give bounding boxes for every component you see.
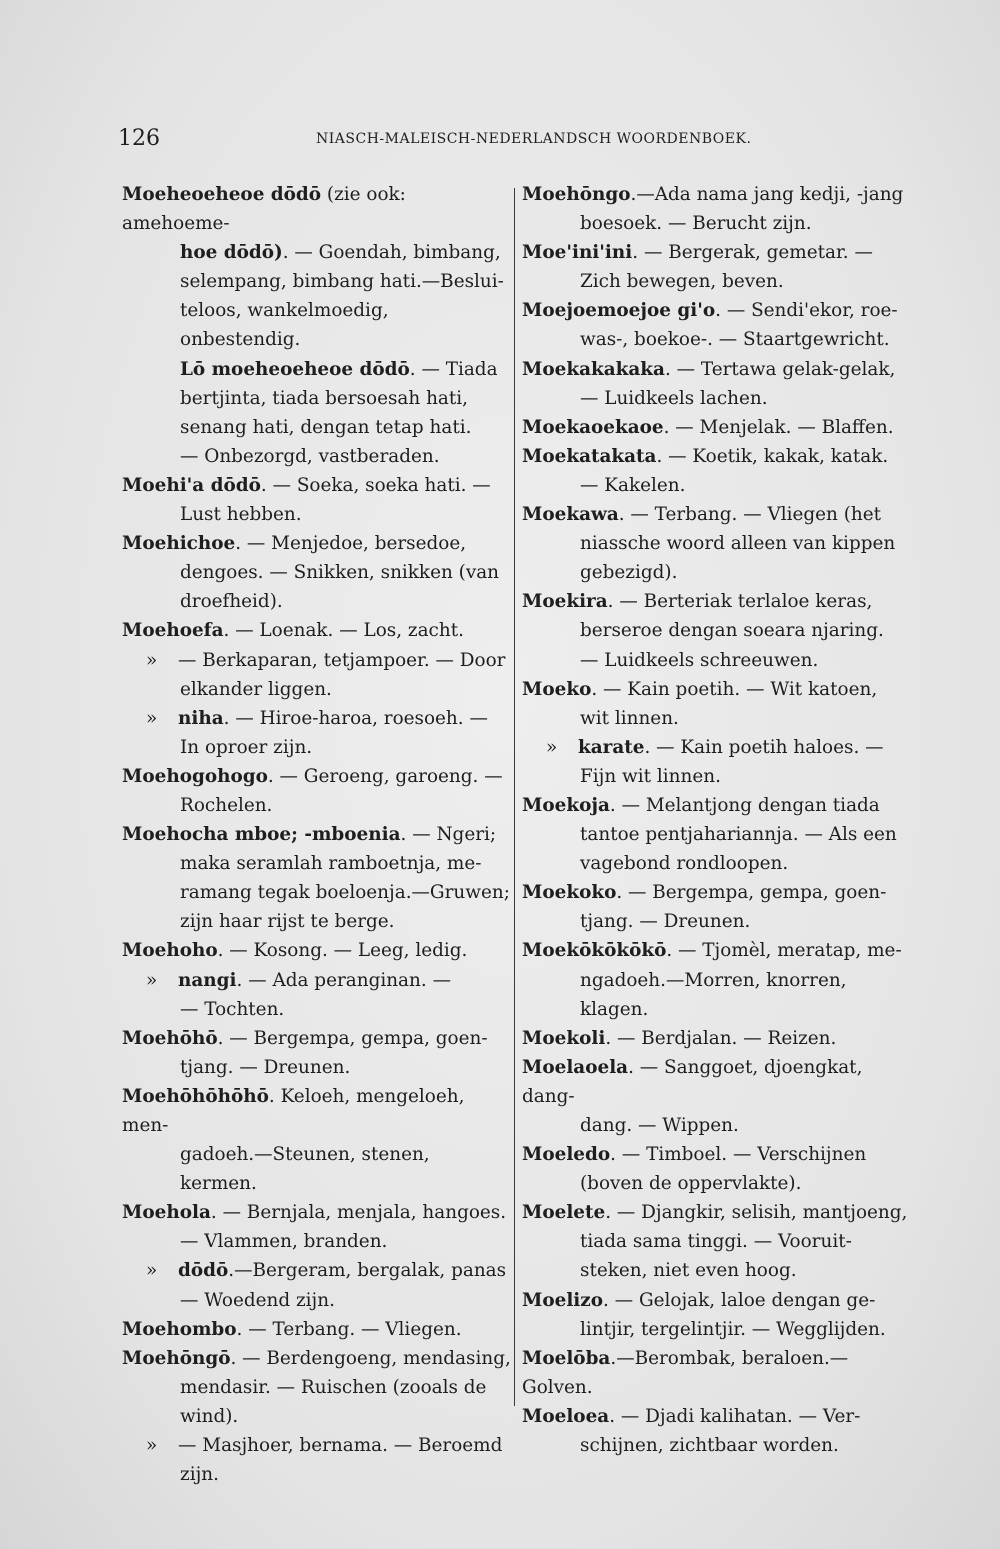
definition-text: . — Tiada [409,358,498,380]
definition-text: gebezigd). [580,562,678,584]
entry-continuation [522,616,917,645]
dictionary-entry [522,442,917,471]
entry-continuation [522,820,917,849]
definition-text: droefheid). [180,591,283,613]
definition-text: elkander liggen. [180,678,332,700]
entry-continuation [522,1111,917,1140]
definition-text: . — Berdengoeng, mendasing, [230,1347,511,1369]
definition-text: . — Tjomèl, meratap, me- [666,940,902,962]
entry-continuation [122,355,512,384]
entry-continuation [122,675,512,704]
dictionary-entry [522,1024,917,1053]
dictionary-entry [522,355,917,384]
definition-text: . — Sanggoet, djoengkat, dang- [522,1056,863,1107]
entry-continuation [122,1140,512,1198]
definition-text: Rochelen. [180,794,273,816]
entry-continuation [122,878,512,907]
definition-text: maka seramlah ramboetnja, me- [180,853,482,875]
headword: Moehoefa [122,620,224,642]
definition-text: . — Menjelak. — Blaffen. [663,416,894,438]
headword: Moekoko [522,882,617,904]
dictionary-entry [122,529,512,558]
headword: Moelaoela [522,1056,629,1078]
definition-text: (boven de oppervlakte). [580,1173,802,1195]
entry-continuation [122,1460,512,1489]
headword: Moekōkōkōkō [522,940,667,962]
dictionary-entry [122,471,512,500]
entry-continuation [522,471,917,500]
dictionary-entry [122,936,512,965]
definition-text: . — Hiroe-haroa, roesoeh. — [223,707,488,729]
headword: karate [578,736,645,758]
definition-text: — Luidkeels schreeuwen. [580,649,819,671]
headword: Moekawa [522,504,619,526]
definition-text: . — Kain poetih. — Wit katoen, [591,678,878,700]
dictionary-entry [522,296,917,325]
definition-text: . — Goendah, bimbang, [282,242,501,264]
entry-continuation [522,762,917,791]
definition-text: .—Berombak, beraloen.—Golven. [522,1347,849,1398]
ditto-mark: » [146,1260,158,1282]
definition-text: selempang, bimbang hati.—Beslui- [180,271,504,293]
definition-text: ngadoeh.—Morren, knorren, klagen. [580,969,847,1020]
entry-continuation [522,966,917,1024]
entry-continuation [522,384,917,413]
dictionary-entry [122,820,512,849]
definition-text: tiada sama tinggi. — Vooruit- [580,1231,852,1253]
entry-continuation [122,1402,512,1431]
headword: Moeloea [522,1405,610,1427]
entry-continuation [522,907,917,936]
definition-text: . — Bergempa, gempa, goen- [616,882,887,904]
headword: Moekoli [522,1027,606,1049]
entry-continuation [122,587,512,616]
definition-text: . — Geroeng, garoeng. — [267,765,503,787]
definition-text: . — Terbang. — Vliegen. [236,1318,462,1340]
headword: Moehichoe [122,533,236,555]
definition-text: senang hati, dengan tetap hati. [180,416,472,438]
entry-continuation [522,1227,917,1256]
entry-continuation [522,558,917,587]
entry-continuation [522,529,917,558]
dictionary-entry [522,1053,917,1111]
headword: hoe dōdō) [180,242,283,264]
definition-text: . — Kain poetih haloes. — [644,736,884,758]
definition-text: . — Timboel. — Verschijnen [610,1144,867,1166]
definition-text: bertjinta, tiada bersoesah hati, [180,387,468,409]
dictionary-entry [122,180,512,238]
definition-text: . — Sendi'ekor, roe- [715,300,898,322]
headword: Moelizo [522,1289,604,1311]
headword: Moeko [522,678,592,700]
headword: Moehōhōhōhō [122,1085,269,1107]
headword: Moehocha mboe; -mboenia [122,824,401,846]
definition-text: berseroe dengan soeara njaring. [580,620,884,642]
ditto-mark: » [146,969,158,991]
definition-text: — Masjhoer, bernama. — Beroemd [178,1435,503,1457]
dictionary-entry [522,238,917,267]
definition-text: dengoes. — Snikken, snikken (van [180,562,500,584]
definition-text: . — Melantjong dengan tiada [609,794,880,816]
definition-text: tantoe pentjahariannja. — Als een [580,824,897,846]
dictionary-entry [522,1344,917,1402]
definition-text: . — Berteriak terlaloe keras, [607,591,873,613]
definition-text: teloos, wankelmoedig, onbestendig. [180,300,389,351]
definition-text: dang. — Wippen. [580,1115,739,1136]
definition-text: wit linnen. [580,707,679,729]
dictionary-entry [122,1198,512,1227]
definition-text: tjang. — Dreunen. [580,911,751,933]
dictionary-entry [522,1198,917,1227]
entry-continuation [122,238,512,267]
right-column [522,180,917,1460]
dictionary-entry [522,675,917,704]
headword: Moeheoeheoe dōdō [122,184,322,205]
definition-text: — Luidkeels lachen. [580,387,768,409]
definition-text: Zich bewegen, beven. [580,271,784,293]
definition-text: . — Ngeri; [400,824,497,846]
entry-continuation [122,384,512,413]
definition-text: . — Terbang. — Vliegen (het [618,504,882,526]
headword: Moejoemoejoe gi'o [522,300,716,322]
definition-text: Lust hebben. [180,504,302,526]
entry-continuation [122,296,512,354]
definition-text: . — Tertawa gelak-gelak, [664,358,896,380]
definition-text: . — Berdjalan. — Reizen. [605,1027,837,1049]
sub-entry [522,733,917,762]
entry-continuation [522,325,917,354]
headword: Moehombo [122,1318,237,1340]
headword: Moehōngo [522,184,631,205]
definition-text: . — Soeka, soeka hati. — [260,474,491,496]
definition-text: ramang tegak boeloenja.—Gruwen; [180,882,510,904]
dictionary-entry [522,1286,917,1315]
dictionary-entry [122,616,512,645]
left-column [122,180,512,1489]
entry-continuation [522,1256,917,1285]
entry-continuation [122,995,512,1024]
entry-continuation [522,267,917,296]
definition-text: . Keloeh, mengeloeh, men- [122,1085,465,1136]
headword: Moekira [522,591,608,613]
definition-text: . — Ada peranginan. — [236,969,451,991]
dictionary-entry [522,413,917,442]
headword: Lō moeheoeheoe dōdō [180,358,410,380]
definition-text: — Woedend zijn. [180,1289,335,1311]
definition-text: . — Djadi kalihatan. — Ver- [609,1405,861,1427]
headword: Moelōba [522,1347,611,1369]
headword: Moekatakata [522,445,657,467]
sub-entry [122,704,512,733]
headword: Moekaoekaoe [522,416,664,438]
definition-text: (zie ook: amehoeme- [122,184,406,235]
headword: Moehōhō [122,1027,218,1049]
definition-text: . — Djangkir, selisih, mantjoeng, [605,1202,908,1224]
ditto-mark: » [546,736,558,758]
entry-continuation [122,907,512,936]
definition-text: . — Loenak. — Los, zacht. [223,620,464,642]
definition-text: lintjir, tergelintjir. — Wegglijden. [580,1318,886,1340]
entry-continuation [522,1169,917,1198]
entry-continuation [122,442,512,471]
headword: dōdō [178,1260,229,1282]
ditto-mark: » [146,707,158,729]
entry-continuation [122,733,512,762]
definition-text: In oproer zijn. [180,736,313,758]
entry-continuation [122,267,512,296]
headword: Moehola [122,1202,211,1224]
sub-entry [122,646,512,675]
dictionary-entry [522,936,917,965]
definition-text: .—Ada nama jang kedji, -jang [630,184,904,205]
definition-text: niassche woord alleen van kippen [580,533,896,555]
definition-text: steken, niet even hoog. [580,1260,797,1282]
entry-continuation [122,1053,512,1082]
definition-text: wind). [180,1405,239,1427]
dictionary-entry [522,791,917,820]
entry-continuation [122,791,512,820]
entry-continuation [522,704,917,733]
headword: Moekoja [522,794,610,816]
dictionary-entry [522,878,917,907]
definition-text: — Tochten. [180,998,285,1020]
entry-continuation [122,413,512,442]
definition-text: was-, boekoe-. — Staartgewricht. [580,329,890,351]
headword: Moehoho [122,940,218,962]
definition-text: .—Bergeram, bergalak, panas [228,1260,507,1282]
dictionary-entry [522,180,917,209]
definition-text: . — Bernjala, menjala, hangoes. [210,1202,507,1224]
entry-continuation [522,209,917,238]
definition-text: . — Menjedoe, bersedoe, [235,533,467,555]
definition-text: . — Gelojak, laloe dengan ge- [603,1289,876,1311]
definition-text: schijnen, zichtbaar worden. [580,1435,839,1457]
dictionary-entry [122,1082,512,1140]
running-head: NIASCH-MALEISCH-NEDERLANDSCH WOORDENBOEK. [316,131,752,147]
headword: Moehōngō [122,1347,231,1369]
page-number: 126 [118,126,160,151]
dictionary-entry [522,500,917,529]
headword: nangi [178,969,237,991]
definition-text: vagebond rondloopen. [580,853,789,875]
dictionary-entry [122,1344,512,1373]
definition-text: gadoeh.—Steunen, stenen, kermen. [180,1144,430,1195]
entry-continuation [522,1315,917,1344]
entry-continuation [522,849,917,878]
definition-text: tjang. — Dreunen. [180,1056,351,1078]
entry-continuation [122,1373,512,1402]
definition-text: Fijn wit linnen. [580,765,721,787]
definition-text: . — Kosong. — Leeg, ledig. [217,940,468,962]
headword: Moekakakaka [522,358,665,380]
definition-text: — Vlammen, branden. [180,1231,388,1253]
headword: Moeledo [522,1144,611,1166]
sub-entry [122,1256,512,1285]
headword: niha [178,707,224,729]
definition-text: boesoek. — Berucht zijn. [580,213,812,235]
entry-continuation [122,1286,512,1315]
dictionary-entry [122,1024,512,1053]
definition-text: — Kakelen. [580,474,686,496]
dictionary-entry [122,762,512,791]
headword: Moe'ini'ini [522,242,633,264]
definition-text: . — Bergerak, gemetar. — [632,242,873,264]
entry-continuation [522,1431,917,1460]
definition-text: mendasir. — Ruischen (zooals de [180,1376,487,1398]
definition-text: . — Koetik, kakak, katak. [656,445,889,467]
definition-text: — Onbezorgd, vastberaden. [180,445,440,467]
headword: Moelete [522,1202,606,1224]
dictionary-entry [522,1402,917,1431]
sub-entry [122,966,512,995]
headword: Moehi'a dōdō [122,474,261,496]
definition-text: — Berkaparan, tetjampoer. — Door [178,649,506,671]
definition-text: . — Bergempa, gempa, goen- [217,1027,488,1049]
dictionary-entry [522,587,917,616]
headword: Moehogohogo [122,765,268,787]
dictionary-entry [522,1140,917,1169]
entry-continuation [122,558,512,587]
ditto-mark: » [146,649,158,671]
column-divider [514,188,515,1406]
dictionary-entry [122,1315,512,1344]
entry-continuation [122,1227,512,1256]
definition-text: zijn haar rijst te berge. [180,911,395,933]
entry-continuation [522,646,917,675]
ditto-mark: » [146,1435,158,1457]
entry-continuation [122,500,512,529]
entry-continuation [122,849,512,878]
sub-entry [122,1431,512,1460]
definition-text: zijn. [180,1464,219,1486]
